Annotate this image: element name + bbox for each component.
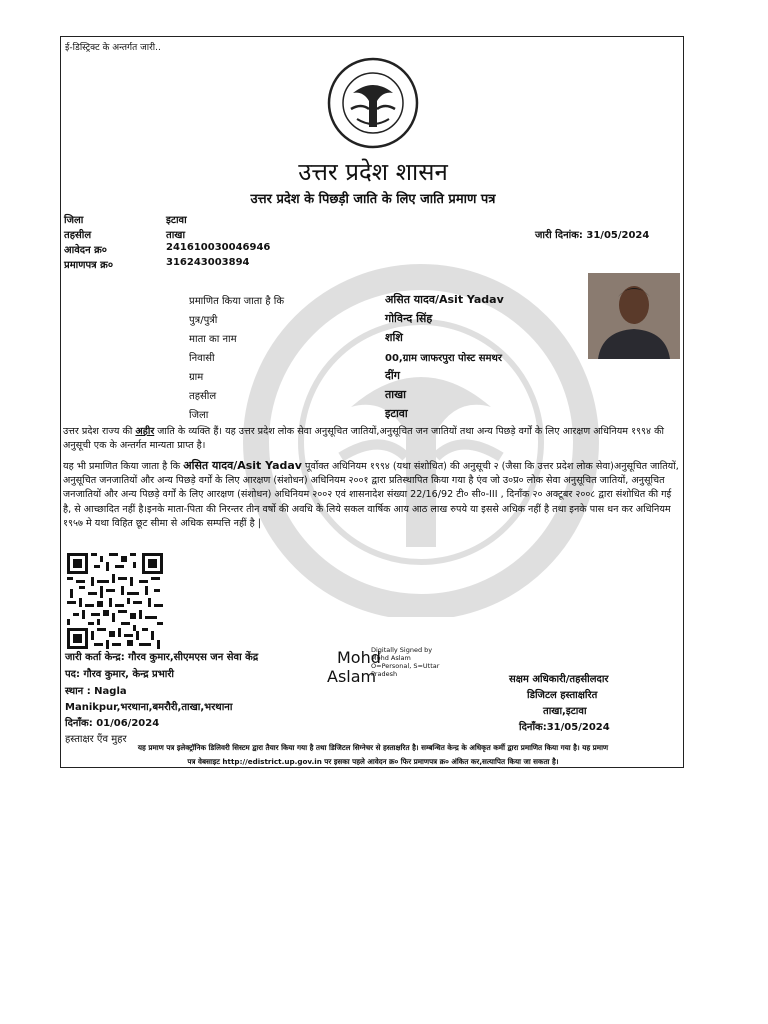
- digital-signature-detail: Pradesh: [371, 670, 398, 678]
- detail-value: शशि: [385, 331, 403, 344]
- detail-label: जिला: [189, 410, 209, 421]
- top-note: ई-डिस्ट्रिक्ट के अन्तर्गत जारी..: [65, 43, 161, 53]
- caste-statement-text: जाति के व्यक्ति हैं। यह उत्तर प्रदेश लोक सेवा अनुसूचित जातियों,अनुसूचित जन जातियों तथा अन्य पिछड़े वर्गों के लिए आरक्षण अधिनियम १९९४ की अनुसूची एक के अन्तर्गत मान्यता प्राप्त है।: [63, 426, 664, 452]
- tehsil-value: ताखा: [166, 230, 186, 241]
- digital-signature-details: [371, 646, 439, 678]
- authority-title: सक्षम अधिकारी/तहसीलदार: [509, 674, 609, 685]
- detail-value: इटावा: [385, 407, 408, 420]
- caste-statement: [63, 425, 681, 453]
- qr-code: [67, 553, 163, 649]
- issue-date: जारी दिनांक: 31/05/2024: [535, 230, 650, 241]
- issue-place-address: Manikpur,भरथाना,बमरौरी,ताखा,भरथाना: [65, 702, 233, 713]
- authority-date: दिनाँक:31/05/2024: [519, 722, 610, 733]
- detail-value: असित यादव/Asit Yadav: [385, 293, 504, 306]
- issue-place: स्थान : Nagla: [65, 686, 127, 697]
- page-title: उत्तर प्रदेश शासन: [298, 158, 448, 186]
- certificate-subtitle: उत्तर प्रदेश के पिछड़ी जाति के लिए जाति प्रमाण पत्र: [250, 192, 496, 207]
- up-government-emblem-icon: [327, 57, 419, 149]
- detail-label: माता का नाम: [189, 334, 237, 345]
- detail-label: ग्राम: [189, 372, 204, 383]
- detail-value: गोविन्द सिंह: [385, 312, 433, 325]
- application-label: आवेदन क्र०: [64, 245, 108, 256]
- digital-signature-detail: Digitally Signed by: [371, 646, 433, 654]
- digital-signer-name: Mohd: [337, 648, 381, 667]
- person-photo-icon: [588, 273, 680, 359]
- detail-label: पुत्र/पुत्री: [189, 315, 218, 326]
- certificate-number: 316243003894: [166, 257, 250, 268]
- applicant-photo: [588, 273, 680, 359]
- tehsil-label: तहसील: [64, 230, 92, 241]
- eligibility-statement-text: यह भी प्रमाणित किया जाता है कि: [63, 461, 184, 472]
- issuer-date: दिनाँक: 01/06/2024: [65, 718, 160, 729]
- detail-label: निवासी: [189, 353, 215, 364]
- issuer-post: पद: गौरव कुमार, केन्द्र प्रभारी: [65, 669, 174, 680]
- authority-signed: डिजिटल हस्ताक्षरित: [527, 690, 598, 701]
- detail-value: दींग: [385, 369, 400, 382]
- authority-location: ताखा,इटावा: [543, 706, 587, 717]
- eligibility-statement-text: पूर्वोक्त अधिनियम १९९४ (यथा संशोधित) की अनुसूची २ (जैसा कि उत्तर प्रदेश लोक सेवा)अनुसूचित जातियों, अनुसूचित जनजातियों और अन्य पिछड़े वर्गों के लिए आरक्षण (संशोधन) अधिनियम २००१ द्वारा प्रतिस्थापित किया गया है एंव जो उ०प्र० लोक सेवा अनुसूचित जातियों, अनुसूचित जनजातियों और अन्य पिछड़े वर्गों के लिए आरक्षण (संशोधन) अधिनियम २००२ एवं शासनादेश संख्या 22/16/92 टी० सी०-III , दिनाँक २० अक्टूबर २००८ द्वारा संशोधित की गई है, से आच्छादित नहीं है।इनके माता-पिता की निरन्तर तीन वर्षो की अवधि के लिये सकल वार्षिक आय आठ लाख रुपये या इससे अधिक नहीं है तथा इनके पास धन कर अधिनियम १९५७ मे यथा विहित छूट सीमा से अधिक सम्पत्ति नहीं है |: [63, 461, 679, 529]
- footer-line: यह प्रमाण पत्र इलेक्ट्रॉनिक डिलिवरी सिस्टम द्वारा तैयार किया गया है तथा डिजिटल सिग्नेचर से हस्ताक्षरित है। सम्बन्धित केन्द्र के अधिकृत कर्मी द्वारा प्रमाणित किया गया है। यह प्रमाण: [137, 743, 609, 752]
- digital-signature-detail: O=Personal, S=Uttar: [371, 662, 440, 670]
- digital-signature-detail: Mohd Aslam: [371, 654, 411, 662]
- district-label: जिला: [64, 215, 84, 226]
- eligibility-statement: [63, 459, 681, 531]
- signature-seal-label: हस्ताक्षर एँव मुहर: [65, 734, 127, 745]
- application-number: 241610030046946: [166, 242, 271, 253]
- caste-statement-text: उत्तर प्रदेश राज्य की: [63, 426, 136, 437]
- detail-label: प्रमाणित किया जाता है कि: [189, 296, 285, 307]
- footer-line: पत्र वेबसाइट http://edistrict.up.gov.in पर इसका पहले आवेदन क्र० फिर प्रमाणपत्र क्र० अंकित कर,सत्यापित किया जा सकता है।: [187, 757, 559, 766]
- caste-name: अहीर: [135, 426, 155, 437]
- certificate-document: [60, 36, 684, 768]
- district-value: इटावा: [166, 215, 187, 226]
- detail-label: तहसील: [189, 391, 217, 402]
- issuing-center: जारी कर्ता केन्द्र: गौरव कुमार,सीएमएस जन सेवा केंद्र: [65, 652, 259, 663]
- certificate-label: प्रमाणपत्र क्र०: [64, 260, 114, 271]
- digital-signer-name: Aslam: [327, 667, 377, 686]
- detail-value: 00,ग्राम जाफरपुरा पोस्ट समथर: [385, 353, 502, 364]
- verification-footer: [61, 741, 685, 769]
- detail-value: ताखा: [385, 388, 406, 401]
- applicant-name: असित यादव/Asit Yadav: [183, 459, 302, 472]
